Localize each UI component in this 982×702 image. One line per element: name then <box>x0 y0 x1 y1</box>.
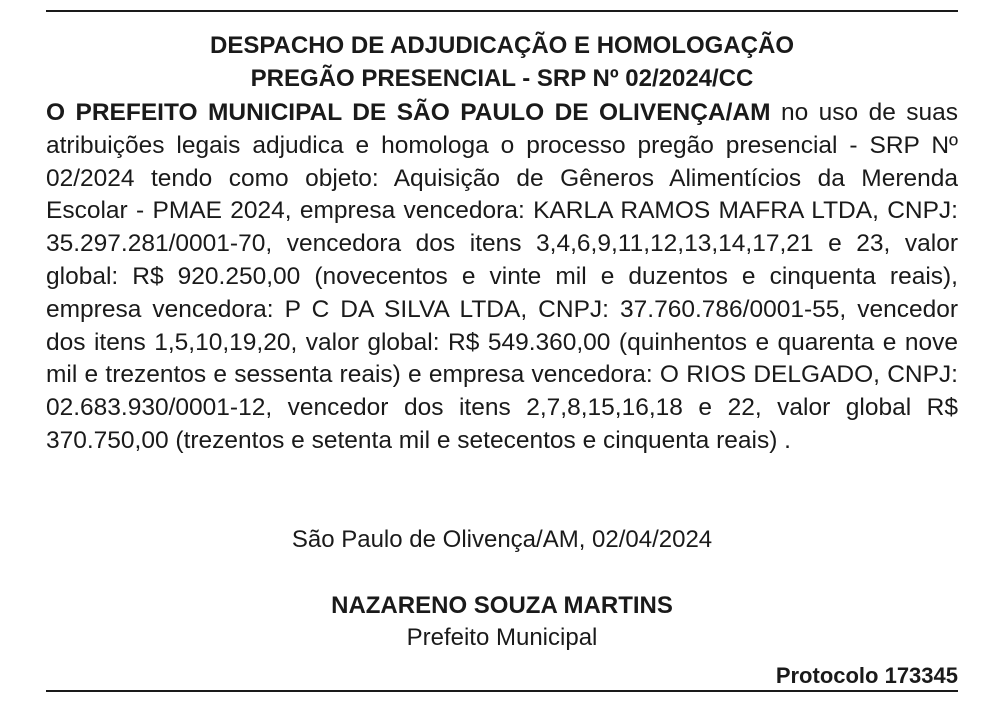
protocol-number: Protocolo 173345 <box>775 663 958 688</box>
signer-name: NAZARENO SOUZA MARTINS <box>331 592 673 619</box>
document-title: DESPACHO DE ADJUDICAÇÃO E HOMOLOGAÇÃO <box>209 32 795 59</box>
document-subtitle: PREGÃO PRESENCIAL - SRP Nº 02/2024/CC <box>250 65 754 92</box>
body-text: no uso de suas atribuições legais adjudica e homologa o processo pregão presencial - SRP Nº 02/2024 tendo como objeto: Aquisição de Gêneros Alimentícios da Merenda Escolar - PMAE 2024, empresa vencedora: KARLA RAMOS MAFRA LTDA, CNPJ: 35.297.281/0001-70, vencedora dos itens 3,4,6,9,11,12,13,14,17,21 e 23, valor global: R$ 920.250,00 (novecentos e vinte mil e duzentos e cinquenta reais), empresa vencedora: P C DA SILVA LTDA, CNPJ: 37.760.786/0001-55, vencedor dos itens 1,5,10,19,20, valor global: R$ 549.360,00 (quinhentos e quarenta e nove mil e trezentos e sessenta reais) e empresa vencedora: O RIOS DELGADO, CNPJ: 02.683.930/0001-12, vencedor dos itens 2,7,8,15,16,18 e 22, valor global R$ 370.750,00 (trezentos e setenta mil e setecentos e cinquenta reais) . <box>46 99 959 454</box>
document-body <box>46 97 958 458</box>
signer-role: Prefeito Municipal <box>406 624 598 651</box>
top-divider <box>46 10 958 12</box>
body-lead: O PREFEITO MUNICIPAL DE SÃO PAULO DE OLIVENÇA/AM <box>46 99 771 126</box>
bottom-divider <box>46 690 958 692</box>
place-date: São Paulo de Olivença/AM, 02/04/2024 <box>291 526 713 553</box>
